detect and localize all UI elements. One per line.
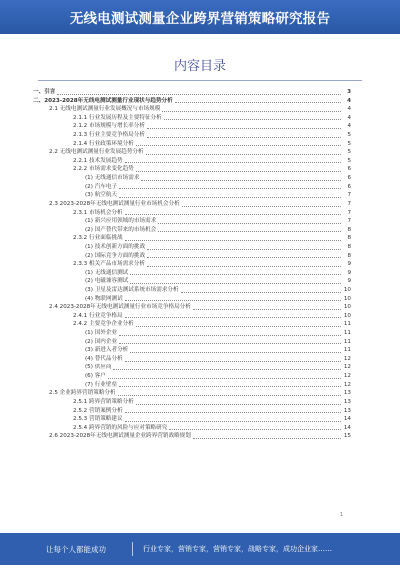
toc-entry-page: 7 <box>347 209 351 216</box>
toc-entry[interactable] <box>33 269 351 278</box>
toc-leader-dots <box>125 162 341 163</box>
toc-entry[interactable] <box>33 355 351 364</box>
report-title: 无线电测试测量企业跨界营销策略研究报告 <box>69 11 331 27</box>
toc-entry-page: 8 <box>347 226 351 233</box>
footer-tagline: 行业专家，营销专家，营销专家，战略专家，成功企业家…… <box>143 545 332 553</box>
toc-entry-label: (1) 无线通信市场需求 <box>85 175 140 182</box>
toc-entry[interactable] <box>33 260 351 269</box>
toc-entry-label: (3) 航空航天 <box>85 192 118 199</box>
toc-leader-dots <box>125 240 341 241</box>
toc-leader-dots <box>147 249 341 250</box>
toc-leader-dots <box>147 266 341 267</box>
toc-entry[interactable] <box>33 88 351 97</box>
toc-entry-label: (3) 新进入者分析 <box>85 347 129 354</box>
toc-entry[interactable] <box>33 320 351 329</box>
toc-entry-page: 7 <box>347 218 351 225</box>
toc-entry-page: 4 <box>347 123 351 130</box>
toc-entry[interactable] <box>33 398 351 407</box>
toc-leader-dots <box>175 102 341 103</box>
toc-entry-label: 2.5 企业跨界营销策略分析 <box>49 390 116 397</box>
toc-entry-page: 9 <box>347 278 351 285</box>
toc-leader-dots <box>130 274 341 275</box>
toc-leader-dots <box>119 386 341 387</box>
toc-entry-page: 11 <box>343 330 351 337</box>
report-footer <box>0 533 400 565</box>
toc-entry[interactable] <box>33 165 351 174</box>
toc-entry[interactable] <box>33 303 351 312</box>
toc-entry-label: (4) 替代品分析 <box>85 355 123 362</box>
toc-leader-dots <box>158 231 341 232</box>
toc-leader-dots <box>181 292 341 293</box>
toc-entry-label: (2) 国内企业 <box>85 338 118 345</box>
toc-entry-page: 15 <box>343 433 351 440</box>
toc-entry[interactable] <box>33 191 351 200</box>
toc-entry-label: 2.5.4 跨界营销的风险与应对策略研究 <box>73 424 168 431</box>
toc-leader-dots <box>169 429 341 430</box>
toc-leader-dots <box>164 119 341 120</box>
toc-entry-page: 10 <box>343 304 351 311</box>
toc-leader-dots <box>136 171 341 172</box>
toc-entry-page: 5 <box>347 140 351 147</box>
footer-divider <box>132 542 133 556</box>
toc-entry-page: 10 <box>343 287 351 293</box>
toc-leader-dots <box>158 223 341 224</box>
toc-entry-label: 2.1.2 市场规模与增长率分析 <box>73 123 145 130</box>
toc-entry-page: 11 <box>343 338 351 345</box>
toc-leader-dots <box>125 214 341 215</box>
toc-entry[interactable] <box>33 338 351 347</box>
report-header <box>0 0 400 34</box>
toc-entry[interactable] <box>33 243 351 252</box>
toc-entry-label: (7) 行业壁垒 <box>85 381 118 388</box>
toc-entry-label: (5) 供应商 <box>85 364 112 371</box>
toc-leader-dots <box>147 137 341 138</box>
toc-entry-label: (4) 物联网测试 <box>85 295 123 302</box>
toc-entry-label: 2.1.4 行业政策环境分析 <box>73 140 134 147</box>
toc-leader-dots <box>119 197 341 198</box>
toc-entry[interactable] <box>33 174 351 183</box>
toc-leader-dots <box>108 378 341 379</box>
toc-entry-label: 2.1.3 行业主要竞争格局分析 <box>73 132 145 139</box>
toc-entry[interactable] <box>33 97 351 106</box>
toc-entry-page: 9 <box>347 261 351 268</box>
toc-leader-dots <box>136 404 341 405</box>
toc-leader-dots <box>119 335 341 336</box>
toc-entry[interactable] <box>33 415 351 424</box>
toc-entry-label: (1) 新兴应用领域的市场需求 <box>85 218 157 225</box>
toc-entry[interactable] <box>33 312 351 321</box>
toc-entry-label: 2.4 2023-2028年无线电测试测量行业市场竞争格局分析 <box>49 304 191 311</box>
toc-entry-page: 12 <box>343 373 351 380</box>
toc-entry[interactable] <box>33 122 351 131</box>
toc-leader-dots <box>136 145 341 146</box>
toc-leader-dots <box>130 352 341 353</box>
toc-entry-page: 12 <box>343 355 351 362</box>
toc-entry-label: (2) 电磁兼容测试 <box>85 278 129 285</box>
toc-entry-page: 13 <box>343 390 351 397</box>
toc-entry[interactable] <box>33 407 351 416</box>
toc-entry-page: 6 <box>347 183 351 190</box>
toc-entry-label: 2.5.2 营销案例分析 <box>73 407 123 414</box>
toc-entry-page: 11 <box>343 347 351 354</box>
toc-entry-page: 10 <box>343 295 351 302</box>
toc-entry[interactable] <box>33 295 351 304</box>
toc-entry-page: 11 <box>343 321 351 328</box>
table-of-contents <box>33 88 351 441</box>
toc-entry-page: 12 <box>343 364 351 371</box>
toc-entry-label: 一、引言 <box>33 88 56 95</box>
toc-entry-page: 5 <box>347 132 351 139</box>
toc-entry[interactable] <box>33 217 351 226</box>
toc-entry-label: (6) 客户 <box>85 373 106 380</box>
toc-entry[interactable] <box>33 131 351 140</box>
toc-entry-label: 2.1.1 行业发展历程及主要特征分析 <box>73 114 162 121</box>
toc-entry-label: 2.3.2 行业面临挑战 <box>73 235 123 242</box>
toc-entry[interactable] <box>33 277 351 286</box>
toc-entry-label: 2.2.2 市场需求变化趋势 <box>73 166 134 173</box>
toc-leader-dots <box>193 309 341 310</box>
toc-leader-dots <box>182 206 341 207</box>
toc-leader-dots <box>141 180 341 181</box>
toc-divider <box>38 80 362 81</box>
toc-entry-label: 2.4.2 主要竞争企业分析 <box>73 321 134 328</box>
page-number: 1 <box>340 512 344 518</box>
toc-entry[interactable] <box>33 209 351 218</box>
toc-entry[interactable] <box>33 234 351 243</box>
toc-leader-dots <box>125 300 341 301</box>
toc-entry-page: 3 <box>347 88 351 95</box>
toc-leader-dots <box>119 343 341 344</box>
toc-entry[interactable] <box>33 346 351 355</box>
toc-entry[interactable] <box>33 381 351 390</box>
toc-entry[interactable] <box>33 372 351 381</box>
toc-heading: 内容目录 <box>173 59 226 74</box>
toc-entry-label: 二、2023-2028年无线电测试测量行业现状与趋势分析 <box>33 97 173 104</box>
toc-entry-label: (2) 国产替代带来的市场机会 <box>85 226 157 233</box>
toc-entry-label: (3) 卫星及雷达测试系统市场需求分析 <box>85 287 179 293</box>
toc-entry[interactable] <box>33 157 351 166</box>
toc-entry[interactable] <box>33 432 351 441</box>
toc-leader-dots <box>146 154 341 155</box>
toc-entry[interactable] <box>33 329 351 338</box>
footer-slogan: 让每个人都能成功 <box>46 544 106 554</box>
toc-entry-page: 9 <box>347 269 351 276</box>
toc-entry-page: 14 <box>343 416 351 423</box>
toc-entry-label: 2.6 2023-2028年无线电测试测量企业跨界营销战略规划 <box>49 433 191 440</box>
toc-entry-label: (1) 国外企业 <box>85 330 118 337</box>
toc-entry-label: (2) 汽车电子 <box>85 183 118 190</box>
toc-entry[interactable] <box>33 148 351 157</box>
toc-leader-dots <box>147 257 341 258</box>
toc-entry-page: 5 <box>347 157 351 164</box>
toc-entry-label: (1) 技术创新方面的挑战 <box>85 243 146 250</box>
toc-leader-dots <box>136 326 341 327</box>
toc-entry-label: 2.2.1 技术发展趋势 <box>73 157 123 164</box>
toc-entry[interactable] <box>33 105 351 114</box>
toc-entry[interactable] <box>33 286 351 295</box>
toc-entry-page: 7 <box>347 192 351 199</box>
toc-entry-label: (1) 无线通信测试 <box>85 269 129 276</box>
toc-entry-page: 8 <box>347 243 351 250</box>
toc-entry-label: 2.2 无线电测试测量行业发展趋势分析 <box>49 149 144 156</box>
toc-entry-page: 8 <box>347 235 351 242</box>
toc-entry-label: 2.1 无线电测试测量行业发展概况与市场规模 <box>49 106 161 113</box>
toc-leader-dots <box>147 128 341 129</box>
toc-entry-page: 6 <box>347 166 351 173</box>
toc-leader-dots <box>119 188 341 189</box>
toc-leader-dots <box>118 395 341 396</box>
toc-entry-page: 4 <box>347 114 351 121</box>
toc-leader-dots <box>125 421 341 422</box>
toc-entry-label: 2.4.1 行业竞争格局 <box>73 312 123 319</box>
toc-entry-label: 2.3 2023-2028年无线电测试测量行业市场机会分析 <box>49 200 180 207</box>
toc-entry[interactable] <box>33 424 351 433</box>
toc-entry-page: 12 <box>343 381 351 388</box>
toc-entry-label: 2.5.3 营销策略建议 <box>73 416 123 423</box>
toc-entry-page: 5 <box>347 149 351 156</box>
toc-entry-page: 13 <box>343 407 351 414</box>
toc-entry[interactable] <box>33 364 351 373</box>
toc-entry[interactable] <box>33 389 351 398</box>
toc-entry-label: (2) 国际竞争方面的挑战 <box>85 252 146 259</box>
toc-entry-page: 8 <box>347 252 351 259</box>
toc-leader-dots <box>113 369 341 370</box>
toc-entry[interactable] <box>33 200 351 209</box>
toc-leader-dots <box>57 94 341 95</box>
toc-entry[interactable] <box>33 226 351 235</box>
toc-entry-page: 14 <box>343 424 351 431</box>
toc-entry-label: 2.3.1 市场机会分析 <box>73 209 123 216</box>
toc-entry-page: 10 <box>343 312 351 319</box>
toc-entry[interactable] <box>33 252 351 261</box>
toc-entry-page: 4 <box>347 97 351 104</box>
toc-entry-page: 6 <box>347 175 351 182</box>
toc-entry[interactable] <box>33 183 351 192</box>
toc-leader-dots <box>130 283 341 284</box>
toc-entry[interactable] <box>33 114 351 123</box>
toc-entry-page: 7 <box>347 200 351 207</box>
toc-leader-dots <box>125 412 341 413</box>
toc-entry-label: 2.5.1 跨界营销策略分析 <box>73 398 134 405</box>
toc-entry-label: 2.3.3 相关产品市场需求分析 <box>73 261 145 268</box>
toc-leader-dots <box>125 361 341 362</box>
toc-entry-page: 4 <box>347 106 351 113</box>
toc-entry-page: 13 <box>343 398 351 405</box>
toc-leader-dots <box>162 111 341 112</box>
toc-leader-dots <box>125 317 341 318</box>
toc-entry[interactable] <box>33 140 351 149</box>
toc-leader-dots <box>193 438 341 439</box>
